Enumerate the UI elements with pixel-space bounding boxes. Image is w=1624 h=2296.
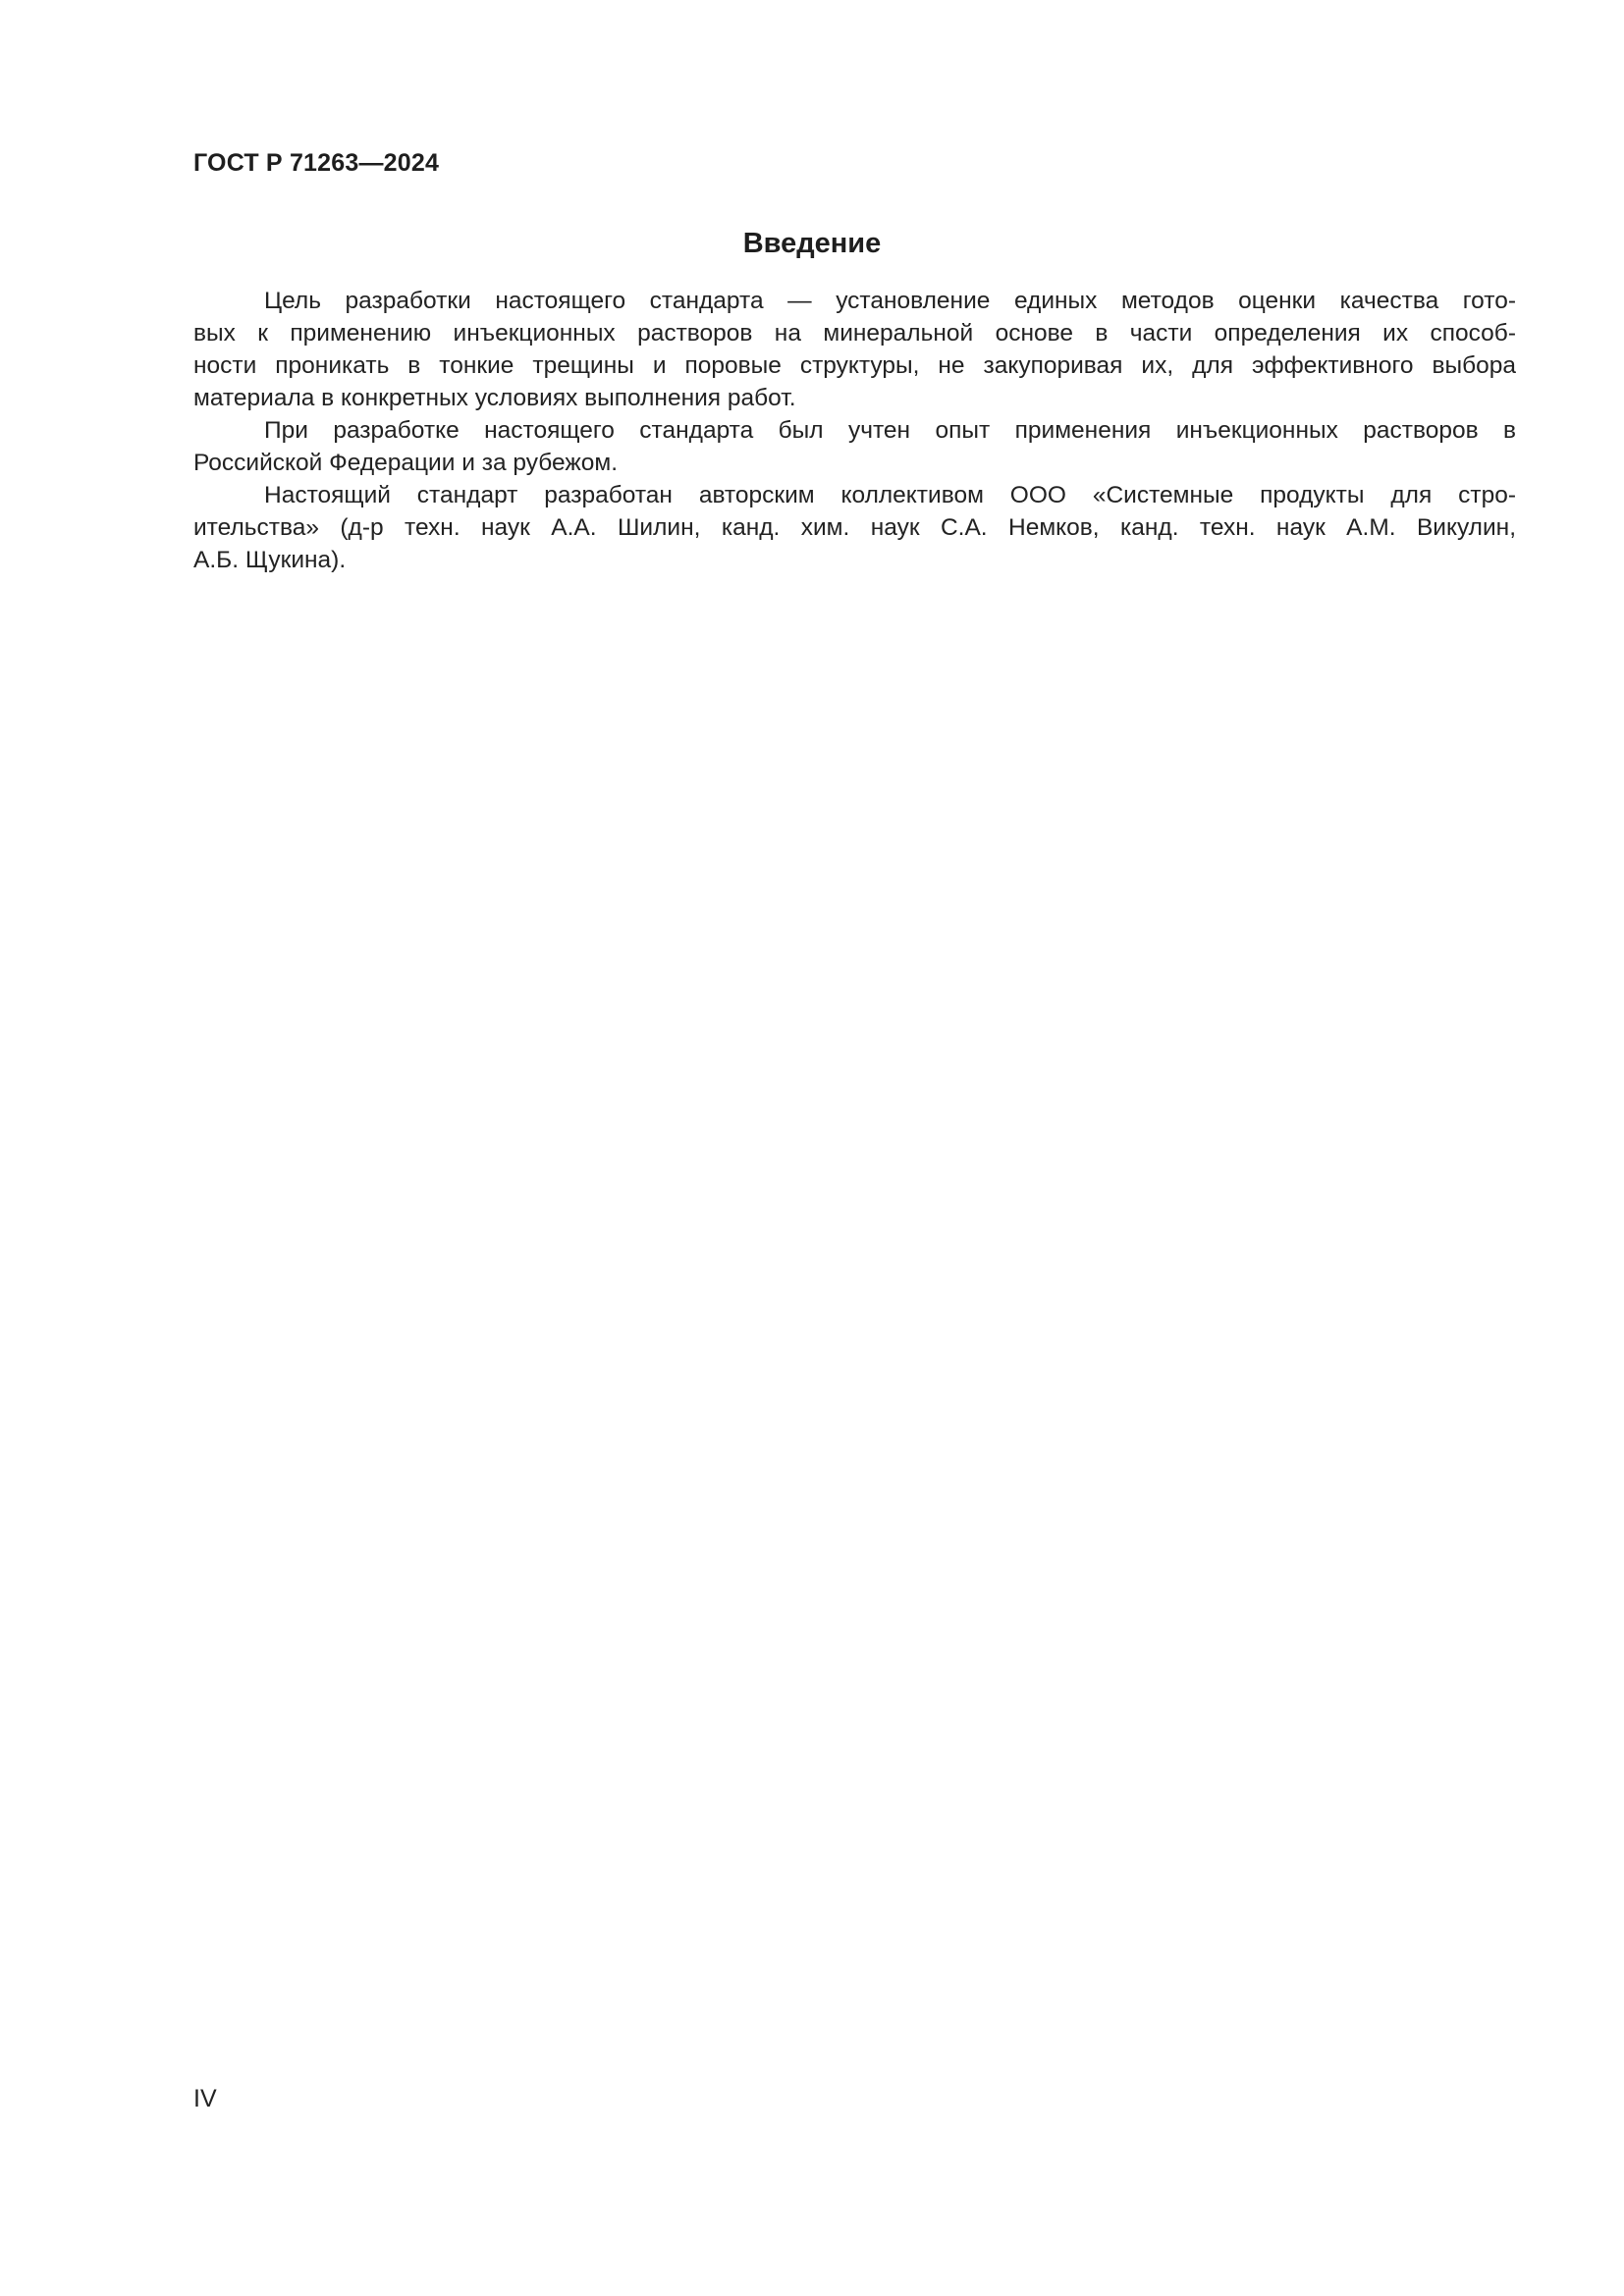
text-line: ительства» (д-р техн. наук А.А. Шилин, канд. хим. наук С.А. Немков, канд. техн. наук А.М. Викулин, <box>193 514 1516 541</box>
page-number: IV <box>193 2085 217 2112</box>
section-title: Введение <box>742 228 882 259</box>
paragraph-authors <box>193 479 1516 576</box>
text-line: При разработке настоящего стандарта был учтен опыт применения инъекционных растворов в <box>264 417 1516 444</box>
paragraph-experience <box>193 414 1516 479</box>
text-line: материала в конкретных условиях выполнения работ. <box>193 385 796 411</box>
document-code-header: ГОСТ Р 71263—2024 <box>193 149 440 177</box>
paragraph-purpose <box>193 285 1516 414</box>
text-line: вых к применению инъекционных растворов на минеральной основе в части определения их способ- <box>193 320 1516 347</box>
text-line: А.Б. Щукина). <box>193 547 347 573</box>
text-line: Настоящий стандарт разработан авторским коллективом ООО «Системные продукты для стро- <box>264 482 1516 508</box>
introduction-body <box>193 285 1516 576</box>
text-line: Цель разработки настоящего стандарта — установление единых методов оценки качества гото- <box>264 288 1516 314</box>
text-line: Российской Федерации и за рубежом. <box>193 450 619 476</box>
text-line: ности проникать в тонкие трещины и поровые структуры, не закупоривая их, для эффективного выбора <box>193 352 1516 379</box>
